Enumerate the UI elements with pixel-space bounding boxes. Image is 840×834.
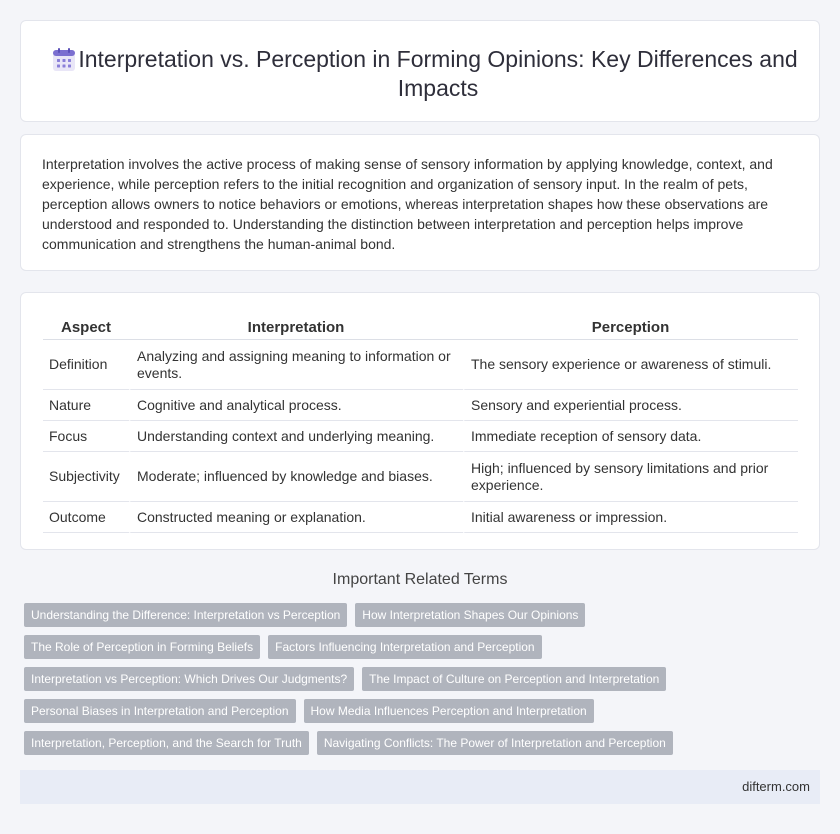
- related-terms-list: [24, 603, 804, 763]
- table-cell-aspect: Subjectivity: [43, 452, 129, 502]
- table-cell-interpretation: Constructed meaning or explanation.: [129, 502, 463, 533]
- header-card: [20, 20, 820, 122]
- table-cell-aspect: Definition: [43, 340, 129, 390]
- column-header-aspect: Aspect: [43, 314, 129, 340]
- table-header-row: [43, 314, 798, 340]
- intro-paragraph: Interpretation involves the active process of making sense of sensory information by applying knowledge, context, and experience, while perception refers to the initial recognition and organization of sensory input. In the realm of pets, perception allows owners to notice behaviors or emotions, whereas interpretation shapes how these observations are understood and responded to. Understanding the distinction between interpretation and perception helps improve communication and strengthens the human-animal bond.: [42, 156, 773, 252]
- table-cell-interpretation: Moderate; influenced by knowledge and biases.: [129, 452, 463, 502]
- table-cell-perception: Immediate reception of sensory data.: [463, 421, 798, 452]
- table-cell-perception: High; influenced by sensory limitations and prior experience.: [463, 452, 798, 502]
- related-term-link[interactable]: Personal Biases in Interpretation and Perception: [24, 699, 296, 723]
- table-cell-interpretation: Cognitive and analytical process.: [129, 390, 463, 421]
- related-term-link[interactable]: The Impact of Culture on Perception and Interpretation: [362, 667, 666, 691]
- tag-row: [24, 699, 804, 723]
- table-row: [43, 502, 798, 533]
- related-term-link[interactable]: How Media Influences Perception and Interpretation: [304, 699, 594, 723]
- tag-row: [24, 603, 804, 627]
- table-cell-interpretation: Understanding context and underlying meaning.: [129, 421, 463, 452]
- calendar-icon: [51, 47, 77, 73]
- tag-row: [24, 635, 804, 659]
- related-term-link[interactable]: Factors Influencing Interpretation and Perception: [268, 635, 542, 659]
- related-term-link[interactable]: Interpretation vs Perception: Which Drives Our Judgments?: [24, 667, 354, 691]
- related-terms-heading: Important Related Terms: [332, 571, 508, 588]
- related-term-link[interactable]: The Role of Perception in Forming Beliefs: [24, 635, 260, 659]
- intro-card: [20, 134, 820, 271]
- related-term-link[interactable]: Understanding the Difference: Interpretation vs Perception: [24, 603, 347, 627]
- table-cell-aspect: Outcome: [43, 502, 129, 533]
- table-cell-perception: Initial awareness or impression.: [463, 502, 798, 533]
- table-cell-aspect: Focus: [43, 421, 129, 452]
- table-row: [43, 390, 798, 421]
- table-row: [43, 452, 798, 502]
- table-row: [43, 340, 798, 390]
- related-term-link[interactable]: Navigating Conflicts: The Power of Interpretation and Perception: [317, 731, 673, 755]
- column-header-interpretation: Interpretation: [129, 314, 463, 340]
- related-term-link[interactable]: How Interpretation Shapes Our Opinions: [355, 603, 585, 627]
- table-cell-perception: The sensory experience or awareness of stimuli.: [463, 340, 798, 390]
- comparison-table: [43, 314, 798, 533]
- table-cell-aspect: Nature: [43, 390, 129, 421]
- column-header-perception: Perception: [463, 314, 798, 340]
- table-row: [43, 421, 798, 452]
- tag-row: [24, 731, 804, 755]
- page-title: Interpretation vs. Perception in Forming Opinions: Key Differences and Impacts: [78, 46, 798, 101]
- related-term-link[interactable]: Interpretation, Perception, and the Search for Truth: [24, 731, 309, 755]
- footer: [20, 770, 820, 804]
- table-cell-perception: Sensory and experiential process.: [463, 390, 798, 421]
- comparison-table-card: [20, 292, 820, 550]
- table-cell-interpretation: Analyzing and assigning meaning to information or events.: [129, 340, 463, 390]
- footer-site-link[interactable]: difterm.com: [742, 779, 810, 794]
- tag-row: [24, 667, 804, 691]
